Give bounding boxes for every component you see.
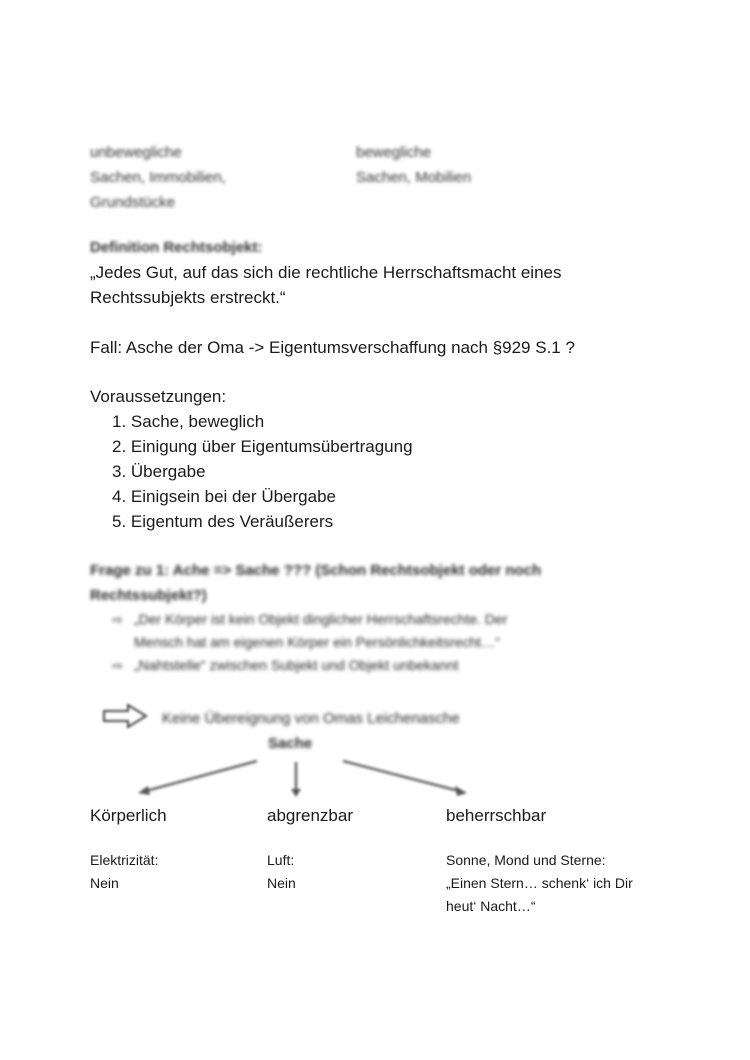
definition-heading: Definition Rechtsobjekt: [90, 239, 263, 256]
movables-line: bewegliche [356, 144, 432, 161]
example-line: Nein [267, 875, 296, 891]
requirement-item: 4. Einigsein bei der Übergabe [112, 487, 336, 506]
conclusion-arrow-icon [104, 705, 146, 727]
branch-example-abgrenzbar [267, 849, 296, 895]
branch-example-beherrschbar [446, 849, 633, 918]
example-line: Luft: [267, 852, 295, 868]
movables-line: Sachen, Mobilien [356, 169, 472, 186]
requirements-heading: Voraussetzungen: [90, 387, 227, 406]
question-point-line: „Nahtstelle“ zwischen Subjekt und Objekt unbekannt [134, 657, 459, 673]
case-statement: Fall: Asche der Oma -> Eigentumsverschaffung nach §929 S.1 ? [90, 338, 575, 357]
definition-quote-line: „Jedes Gut, auf das sich die rechtliche Herrschaftsmacht eines [90, 263, 562, 282]
branch-arrow-right [343, 761, 463, 792]
requirement-item: 5. Eigentum des Veräußerers [112, 512, 334, 531]
question-heading-line: Rechtssubjekt?) [90, 587, 207, 604]
arrow-bullet-icon: ⇨ [112, 612, 123, 627]
example-line: Nein [90, 875, 119, 891]
example-line: „Einen Stern… schenk‘ ich Dir [446, 875, 633, 891]
branch-label-koerperlich: Körperlich [90, 806, 167, 825]
question-heading-line: Frage zu 1: Ache => Sache ??? (Schon Rechtsobjekt oder noch [90, 562, 542, 579]
arrow-bullet-icon: ⇨ [112, 658, 123, 673]
definition-quote-line: Rechtssubjekts erstreckt.“ [90, 288, 286, 307]
immovables-line: unbewegliche [90, 144, 182, 161]
branch-label-abgrenzbar: abgrenzbar [267, 806, 354, 825]
branch-example-koerperlich [90, 849, 158, 895]
requirement-item: 2. Einigung über Eigentumsübertragung [112, 437, 413, 456]
example-line: Sonne, Mond und Sterne: [446, 852, 606, 868]
immovables-line: Grundstücke [90, 194, 176, 211]
example-line: heut‘ Nacht…“ [446, 898, 536, 914]
question-point-line: „Der Körper ist kein Objekt dinglicher Herrschaftsrechte. Der [134, 611, 508, 627]
branch-label-beherrschbar: beherrschbar [446, 806, 547, 825]
diagram-root-label: Sache [268, 735, 313, 752]
question-point-line: Mensch hat am eigenen Körper ein Persönlichkeitsrecht…“ [134, 634, 500, 650]
immovables-line: Sachen, Immobilien, [90, 169, 226, 186]
branch-arrow-left [142, 761, 257, 792]
example-line: Elektrizität: [90, 852, 159, 868]
conclusion-text: Keine Übereignung von Omas Leichenasche [162, 710, 460, 727]
requirement-item: 3. Übergabe [112, 462, 206, 481]
requirement-item: 1. Sache, beweglich [112, 412, 265, 431]
